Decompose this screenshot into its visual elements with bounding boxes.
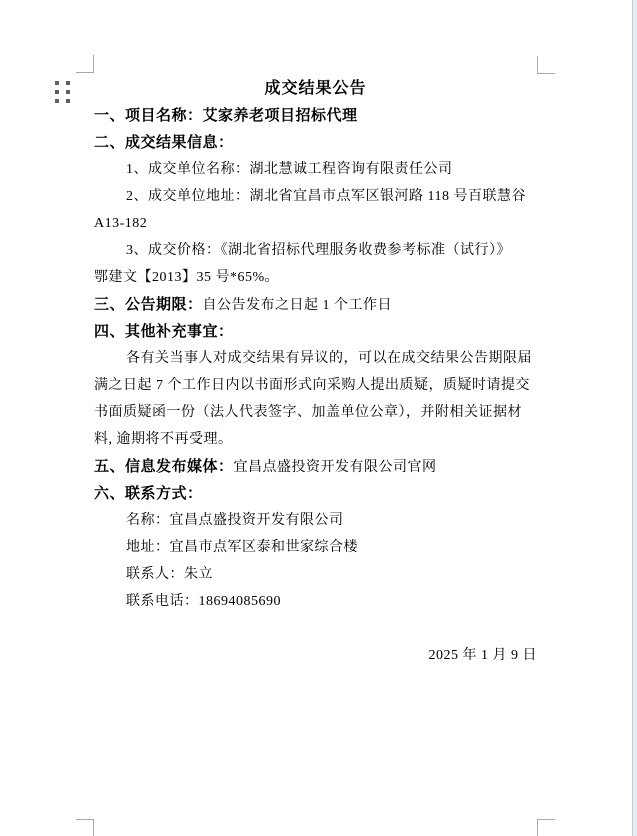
text-segment: 地址：宜昌市点军区泰和世家综合楼 bbox=[126, 540, 358, 555]
contact-person-line[interactable] bbox=[94, 561, 537, 588]
text-segment: 联系电话：18694085690 bbox=[126, 594, 281, 609]
price-item-line1[interactable] bbox=[94, 237, 537, 264]
text-segment: 自公告发布之日起 1 个工作日 bbox=[202, 298, 393, 313]
document-content[interactable] bbox=[94, 75, 537, 669]
winner-name-item[interactable] bbox=[94, 156, 537, 183]
drag-handle-dot bbox=[55, 99, 59, 103]
winner-address-item-line2[interactable] bbox=[94, 210, 537, 237]
margin-crop-mark-top-left bbox=[76, 55, 94, 73]
margin-crop-mark-bottom-left bbox=[76, 819, 94, 836]
objection-paragraph-line2[interactable] bbox=[94, 372, 537, 399]
drag-handle-dot bbox=[66, 81, 70, 85]
objection-paragraph-line3[interactable] bbox=[94, 399, 537, 426]
text-segment: A13-182 bbox=[94, 216, 148, 231]
margin-crop-mark-top-right bbox=[537, 56, 555, 74]
contact-heading[interactable] bbox=[94, 480, 537, 507]
bold-text-segment: 一、项目名称：艾家养老项目招标代理 bbox=[94, 107, 358, 124]
contact-name-line[interactable] bbox=[94, 507, 537, 534]
text-segment: 料, 逾期将不再受理。 bbox=[94, 432, 233, 447]
price-item-line2[interactable] bbox=[94, 264, 537, 291]
media-line[interactable] bbox=[94, 453, 537, 480]
announcement-period-line[interactable] bbox=[94, 291, 537, 318]
bold-text-segment: 六、联系方式： bbox=[94, 485, 203, 502]
winner-address-item-line1[interactable] bbox=[94, 183, 537, 210]
blank-line[interactable] bbox=[94, 615, 537, 642]
text-segment: 2、成交单位地址：湖北省宜昌市点军区银河路 118 号百联慧谷 bbox=[126, 189, 526, 204]
bold-text-segment: 二、成交结果信息： bbox=[94, 134, 234, 151]
drag-handle-dot bbox=[66, 90, 70, 94]
project-name-heading[interactable] bbox=[94, 102, 537, 129]
text-segment: 鄂建文【2013】35 号*65%。 bbox=[94, 270, 280, 285]
objection-paragraph-line4[interactable] bbox=[94, 426, 537, 453]
scrollbar-track[interactable] bbox=[632, 0, 637, 836]
contact-address-line[interactable] bbox=[94, 534, 537, 561]
drag-handle-dot bbox=[66, 99, 70, 103]
margin-crop-mark-bottom-right bbox=[537, 819, 555, 836]
date-line[interactable] bbox=[94, 642, 537, 669]
document-body bbox=[94, 102, 537, 669]
objection-paragraph-line1[interactable] bbox=[94, 345, 537, 372]
bold-text-segment: 四、其他补充事宜： bbox=[94, 323, 234, 340]
result-info-heading[interactable] bbox=[94, 129, 537, 156]
bold-text-segment: 三、公告期限： bbox=[94, 296, 203, 313]
drag-handle-dot bbox=[55, 81, 59, 85]
contact-phone-line[interactable] bbox=[94, 588, 537, 615]
text-segment: 名称：宜昌点盛投资开发有限公司 bbox=[126, 513, 344, 528]
text-segment: 1、成交单位名称：湖北慧诚工程咨询有限责任公司 bbox=[126, 162, 453, 177]
drag-handle-dot bbox=[55, 90, 59, 94]
text-segment: 联系人：朱立 bbox=[126, 567, 213, 582]
text-segment: 满之日起 7 个工作日内以书面形式向采购人提出质疑，质疑时请提交 bbox=[94, 378, 530, 393]
text-segment: 2025 年 1 月 9 日 bbox=[428, 648, 537, 663]
drag-handle-icon[interactable] bbox=[55, 81, 70, 103]
text-segment: 各有关当事人对成交结果有异议的，可以在成交结果公告期限届 bbox=[126, 351, 532, 366]
document-title[interactable]: 成交结果公告 bbox=[264, 80, 367, 97]
bold-text-segment: 五、信息发布媒体： bbox=[94, 458, 234, 475]
text-segment: 3、成交价格：《湖北省招标代理服务收费参考标准（试行）》 bbox=[126, 243, 511, 258]
text-segment: 书面质疑函一份（法人代表签字、加盖单位公章），并附相关证据材 bbox=[94, 405, 522, 420]
other-matters-heading[interactable] bbox=[94, 318, 537, 345]
text-segment: 宜昌点盛投资开发有限公司官网 bbox=[233, 460, 437, 475]
